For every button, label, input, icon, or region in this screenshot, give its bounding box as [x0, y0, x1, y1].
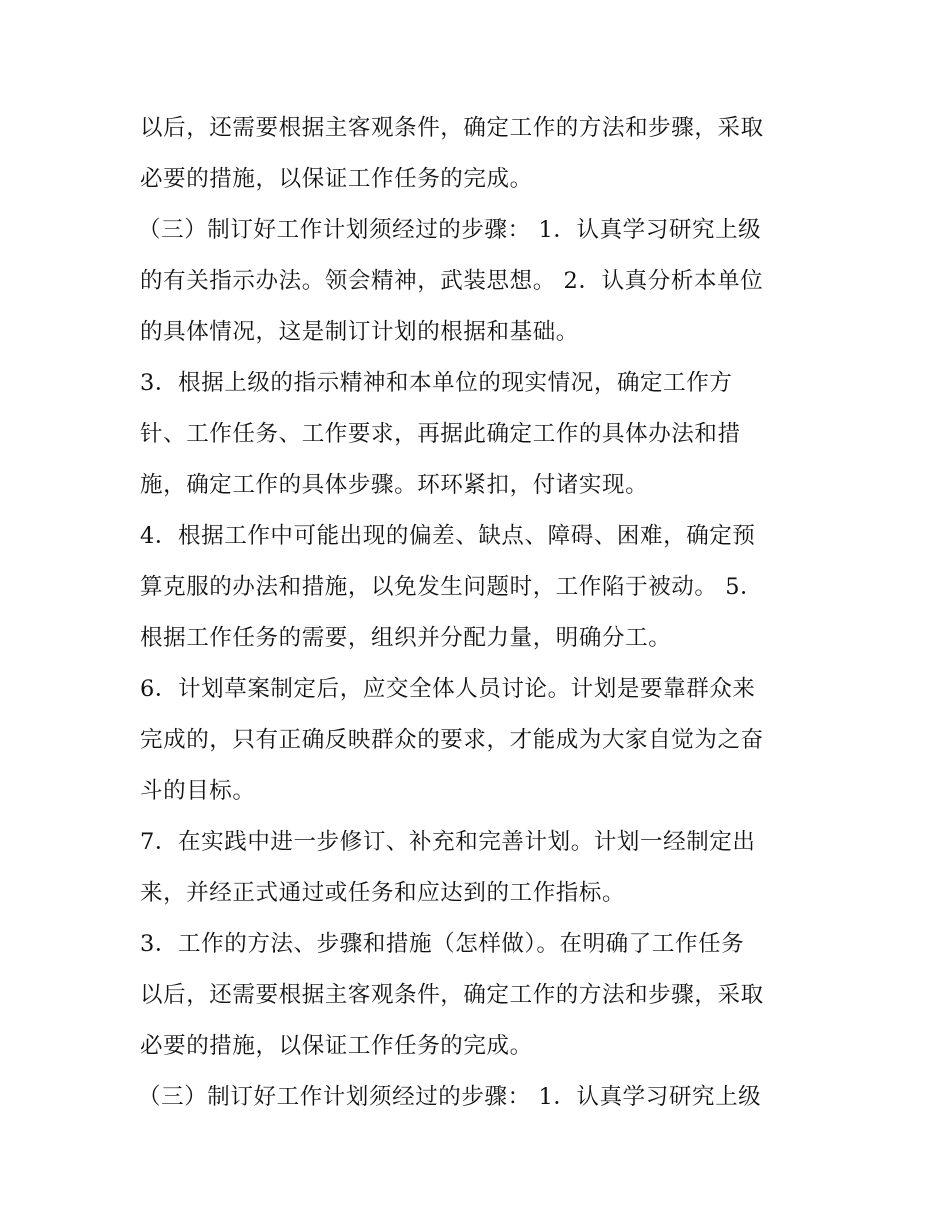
text-line: 来，并经正式通过或任务和应达到的工作指标。 [140, 880, 626, 906]
text-line: 的具体情况，这是制订计划的根据和基础。 [140, 319, 579, 345]
text-line: 算克服的办法和措施，以免发生问题时，工作陷于被动。 5． [140, 574, 764, 600]
text-line: 以后，还需要根据主客观条件，确定工作的方法和步骤，采取 [140, 982, 764, 1008]
text-line: 以后，还需要根据主客观条件，确定工作的方法和步骤，采取 [140, 115, 764, 141]
text-line: 必要的措施，以保证工作任务的完成。 [140, 166, 533, 192]
text-line: 3．根据上级的指示精神和本单位的现实情况，确定工作方 [140, 370, 733, 396]
text-line: （三）制订好工作计划须经过的步骤： 1．认真学习研究上级 [138, 1084, 762, 1110]
text-line: 3．工作的方法、步骤和措施（怎样做）。在明确了工作任务 [140, 931, 745, 957]
text-line: 必要的措施，以保证工作任务的完成。 [140, 1033, 533, 1059]
text-line: 斗的目标。 [140, 778, 256, 804]
text-line: 施，确定工作的具体步骤。环环紧扣，付诸实现。 [140, 472, 649, 498]
text-line: （三）制订好工作计划须经过的步骤： 1．认真学习研究上级 [138, 217, 762, 243]
text-line: 针、工作任务、工作要求，再据此确定工作的具体办法和措 [140, 421, 741, 447]
text-line: 的有关指示办法。领会精神，武装思想。 2．认真分析本单位 [140, 268, 764, 294]
text-line: 完成的，只有正确反映群众的要求，才能成为大家自觉为之奋 [140, 727, 764, 753]
text-line: 根据工作任务的需要，组织并分配力量，明确分工。 [140, 625, 672, 651]
text-line: 7．在实践中进一步修订、补充和完善计划。计划一经制定出 [140, 829, 756, 855]
text-line: 6．计划草案制定后，应交全体人员讨论。计划是要靠群众来 [140, 676, 756, 702]
text-line: 4．根据工作中可能出现的偏差、缺点、障碍、困难，确定预 [140, 523, 756, 549]
